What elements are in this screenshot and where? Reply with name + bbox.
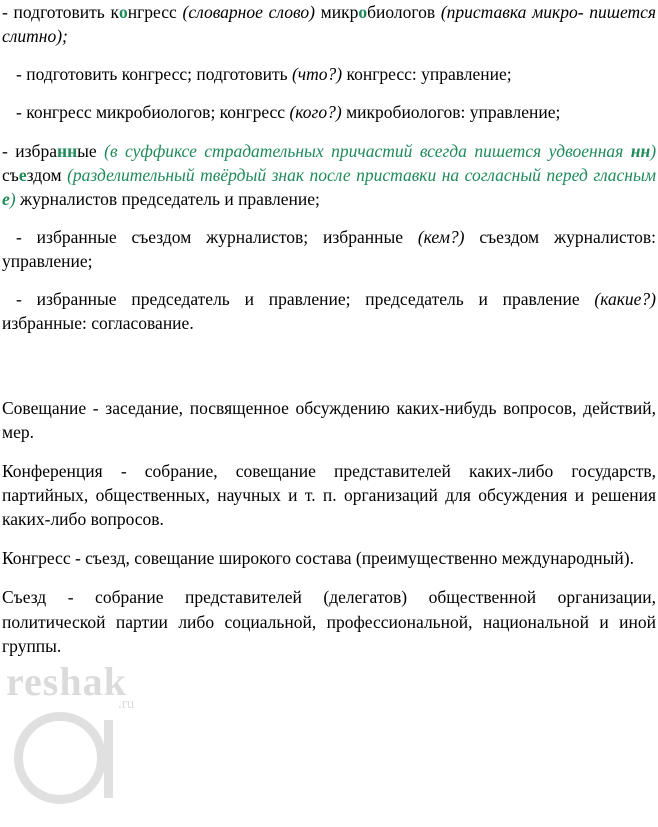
analysis-paragraph-run: съ bbox=[2, 164, 19, 185]
analysis-paragraph-run: (кого?) bbox=[289, 102, 347, 123]
analysis-paragraph-run: нн bbox=[56, 140, 78, 161]
section-spacer bbox=[2, 350, 656, 396]
analysis-paragraph-run: - избранные председатель и правление; председатель и правление bbox=[16, 289, 595, 310]
analysis-paragraph-run: - конгресс микробиологов; конгресс bbox=[16, 102, 290, 123]
analysis-paragraph-run: ) bbox=[650, 140, 657, 161]
analysis-paragraph-run: (словарное слово) bbox=[182, 2, 321, 22]
analysis-paragraph-run: микробиологов: управление; bbox=[346, 102, 561, 123]
analysis-paragraph-run: о bbox=[118, 2, 128, 22]
definition-paragraph-run: Съезд - собрание представителей (делегатов) общественной организации, политической партии либо социальной, профессиональной, национальной и иной группы. bbox=[2, 587, 656, 656]
analysis-paragraph bbox=[2, 100, 656, 124]
analysis-paragraph-run: ) bbox=[9, 188, 20, 209]
analysis-paragraph bbox=[2, 0, 656, 48]
watermark-text: reshak bbox=[6, 659, 127, 704]
definition-paragraph bbox=[2, 459, 656, 531]
definition-paragraph-run: Конгресс - съезд, совещание широкого состава (преимущественно международный). bbox=[2, 548, 634, 569]
watermark-subtext: .ru bbox=[118, 696, 135, 712]
analysis-paragraph bbox=[2, 225, 656, 273]
analysis-paragraph-run: здом bbox=[26, 164, 68, 185]
analysis-paragraph-run: е bbox=[18, 164, 27, 185]
definitions-section bbox=[2, 396, 656, 658]
analysis-paragraph-run: (какие?) bbox=[594, 289, 656, 310]
analysis-paragraph bbox=[2, 139, 656, 211]
analysis-paragraph-run: съездом журналистов: управление; bbox=[2, 226, 657, 272]
analysis-paragraph-run: - подготовить конгресс; подготовить bbox=[16, 64, 292, 85]
analysis-paragraph-run: нн bbox=[630, 140, 651, 161]
analysis-paragraph-run: (приставка микро- пишется слитно); bbox=[2, 2, 657, 47]
analysis-paragraph-run: е bbox=[2, 188, 10, 209]
analysis-paragraph-run: (разделительный твёрдый знак после приставки на согласный перед гласным bbox=[67, 164, 657, 185]
analysis-paragraph-run: - избранные съездом журналистов; избранные bbox=[16, 226, 418, 247]
watermark-circle-icon bbox=[14, 712, 106, 804]
definition-paragraph-run: Совещание - заседание, посвященное обсуждению каких-нибудь вопросов, действий, мер. bbox=[2, 397, 656, 442]
analysis-paragraph-run: - избра bbox=[2, 140, 57, 161]
definition-paragraph bbox=[2, 585, 656, 657]
analysis-paragraph-run: ые bbox=[77, 140, 105, 161]
analysis-paragraph-run: журналистов председатель и правление; bbox=[19, 188, 320, 209]
analysis-paragraph-run: - подготовить к bbox=[2, 2, 119, 22]
analysis-paragraph-run: конгресс: управление; bbox=[346, 64, 512, 85]
analysis-paragraph-run: (что?) bbox=[291, 64, 347, 85]
analysis-paragraph-run: биологов bbox=[367, 2, 441, 22]
analysis-paragraph-run: о bbox=[358, 2, 368, 22]
definition-paragraph bbox=[2, 396, 656, 444]
analysis-paragraph bbox=[2, 287, 656, 335]
analysis-paragraph-run: нгресс bbox=[127, 2, 183, 22]
analysis-paragraph-run: микр bbox=[320, 2, 359, 22]
analysis-paragraph-run: (кем?) bbox=[417, 226, 480, 247]
analysis-paragraph-run: (в суффиксе страдательных причастий всегда пишется удвоенная bbox=[104, 140, 631, 161]
analysis-section bbox=[2, 0, 656, 336]
analysis-paragraph-run: избранные: согласование. bbox=[2, 313, 194, 334]
definition-paragraph-run: Конференция - собрание, совещание представителей каких-либо государств, партийных, общественных, научных и т. п. организаций для обсуждения и решения каких-либо вопросов. bbox=[2, 460, 656, 530]
definition-paragraph bbox=[2, 546, 656, 570]
watermark-bar-icon bbox=[104, 720, 174, 798]
analysis-paragraph bbox=[2, 62, 656, 86]
